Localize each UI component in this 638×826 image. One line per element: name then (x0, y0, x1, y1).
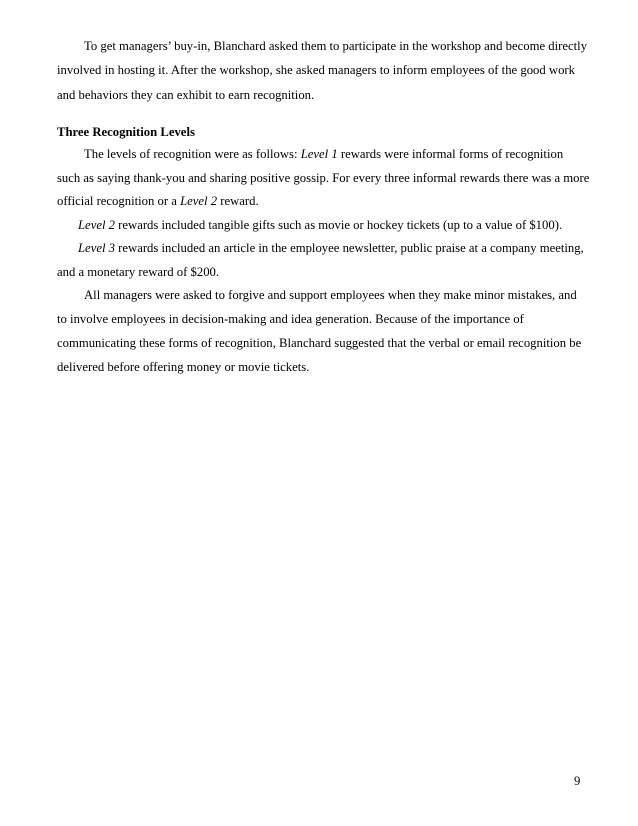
paragraph-5-line-1 (84, 287, 577, 303)
paragraph-1-text-2: involved in hosting it. After the workshop, she asked managers to inform employees of the good work (57, 63, 575, 77)
paragraph-2-level-2-term: Level 2 (180, 194, 218, 208)
paragraph-1-line-1 (84, 38, 587, 54)
paragraph-5-text-2: to involve employees in decision-making and idea generation. Because of the importance of (57, 312, 524, 326)
paragraph-2-text-3a: official recognition or a (57, 194, 181, 208)
paragraph-5-line-3 (57, 335, 581, 351)
paragraph-2-text-3b: reward. (217, 194, 259, 208)
paragraph-5-text-3: communicating these forms of recognition, Blanchard suggested that the verbal or email recognition be (57, 336, 582, 350)
section-heading-text: Three Recognition Levels (57, 125, 195, 139)
page-number: 9 (574, 774, 581, 788)
paragraph-2-text-1b: rewards were informal forms of recognition (337, 147, 564, 161)
paragraph-4-level-3-term: Level 3 (78, 241, 115, 255)
paragraph-1-line-3 (57, 87, 314, 103)
paragraph-5-line-2 (57, 311, 524, 327)
paragraph-2-text-1a: The levels of recognition were as follows: (84, 147, 301, 161)
paragraph-2-level-1-term: Level 1 (300, 147, 338, 161)
paragraph-3-line-1 (78, 217, 562, 233)
paragraph-4-line-1 (78, 240, 584, 256)
paragraph-5-text-1: All managers were asked to forgive and support employees when they make minor mistakes, and (84, 288, 577, 302)
paragraph-4-text-1: rewards included an article in the employee newsletter, public praise at a company meeting, (115, 241, 584, 255)
paragraph-2-line-3 (57, 193, 259, 209)
paragraph-1-line-2 (57, 62, 575, 78)
paragraph-4-line-2 (57, 264, 219, 280)
paragraph-1-text-1: To get managers’ buy-in, Blanchard asked them to participate in the workshop and become directly (84, 39, 588, 53)
paragraph-5-text-4: delivered before offering money or movie tickets. (57, 360, 310, 374)
paragraph-3-text-1: rewards included tangible gifts such as movie or hockey tickets (up to a value of $100). (115, 218, 563, 232)
paragraph-2-line-2 (57, 170, 589, 186)
section-heading (57, 124, 195, 140)
paragraph-1-text-3: and behaviors they can exhibit to earn recognition. (57, 88, 315, 102)
paragraph-2-text-2: such as saying thank-you and sharing positive gossip. For every three informal rewards there was a more (57, 171, 590, 185)
paragraph-3-level-2-term: Level 2 (78, 218, 115, 232)
paragraph-4-text-2: and a monetary reward of $200. (57, 265, 220, 279)
paragraph-2-line-1 (84, 146, 563, 162)
paragraph-5-line-4 (57, 359, 309, 375)
